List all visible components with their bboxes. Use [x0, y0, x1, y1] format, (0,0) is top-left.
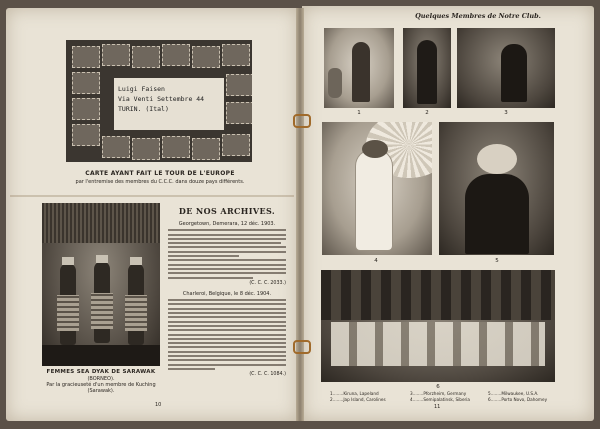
woman-skirt [125, 295, 147, 331]
woman-skirt [57, 295, 79, 331]
entry2-dateline: Charleroi, Belgique, le 8 déc. 1904. [182, 290, 272, 297]
legend-item: 4........Semipalatinsk, Siberia [410, 397, 470, 402]
legend-item: 3........Pforzheim, Germany [410, 391, 467, 396]
stamp [192, 138, 220, 160]
archives-heading: DE NOS ARCHIVES. [178, 206, 276, 216]
address-card [114, 78, 224, 130]
women-caption-line4: (Sarawak). [87, 388, 115, 394]
photo-number-4: 4 [374, 258, 378, 264]
women-caption-title: FEMMES SEA DYAK DE SARAWAK [46, 369, 156, 375]
women-caption-line2: (BORNEO). [87, 376, 115, 382]
member-photo-5 [439, 122, 554, 255]
stamp [192, 46, 220, 68]
envelope-photo [66, 40, 252, 162]
woman-skirt [91, 293, 113, 329]
page-number-right: 11 [434, 404, 441, 410]
photo-number-5: 5 [495, 258, 499, 264]
thatch-roof [42, 203, 160, 243]
right-page-title: Quelques Membres de Notre Club. [415, 12, 541, 20]
entry2-text [168, 299, 286, 370]
address-line: Luigi Faisen [118, 85, 165, 93]
member-photo-1 [324, 28, 394, 108]
member-photo-6 [321, 270, 555, 382]
legend-item: 6........Porto Novo, Dahomey [488, 397, 548, 402]
entry1-dateline: Georgetown, Demerara, 12 déc. 1903. [178, 221, 276, 227]
photo-number-3: 3 [504, 110, 508, 116]
photo-number-2: 2 [425, 110, 429, 116]
envelope-caption-subtitle: par l'entremise des membres du C.C.C. dans douze pays différents. [75, 179, 245, 185]
member-photo-2 [403, 28, 451, 108]
archives-column [168, 206, 286, 377]
stamp [222, 134, 250, 156]
book-gutter [296, 8, 304, 421]
headdress [130, 257, 142, 265]
stamp [132, 46, 160, 68]
page-fold [10, 195, 294, 197]
address-line: TURIN. (Ital) [118, 105, 169, 113]
member-photo-4 [322, 122, 432, 255]
legend-item: 1........Kiruna, Lapeland [330, 391, 379, 396]
headdress [62, 257, 74, 265]
stamp [72, 98, 100, 120]
address-line: Via Venti Settembre 44 [118, 95, 205, 103]
legend-col-3 [488, 391, 558, 403]
stamp [102, 136, 130, 158]
legend-col-2 [410, 391, 480, 403]
page-number-left: 10 [155, 402, 162, 408]
stamp [102, 44, 130, 66]
stamp [72, 46, 100, 68]
member-photo-3 [457, 28, 555, 108]
stamp [226, 102, 252, 124]
headdress [96, 255, 108, 263]
stamp [72, 72, 100, 94]
stamp [226, 74, 252, 96]
legend-col-1 [330, 391, 400, 403]
entry1-text [168, 229, 286, 278]
stamp [162, 136, 190, 158]
staple-top [293, 114, 311, 128]
photo-number-1: 1 [357, 110, 361, 116]
stamp [72, 124, 100, 146]
entry1-signature: (C. C. C. 2033.) [249, 280, 286, 286]
stamp [162, 44, 190, 66]
envelope-caption-title: CARTE AYANT FAIT LE TOUR DE L'EUROPE [85, 170, 235, 177]
stamp [222, 44, 250, 66]
entry2-signature: (C. C. C. 1084.) [249, 372, 286, 378]
stamp [132, 138, 160, 160]
ground [42, 345, 160, 366]
photo-number-6: 6 [436, 384, 440, 390]
legend-item: 2........Jap Island, Carolines [330, 397, 386, 402]
staple-bottom [293, 340, 311, 354]
sea-dyak-women-photo [42, 203, 160, 366]
legend-item: 5........Milwaukee, U.S.A. [488, 391, 539, 396]
women-caption-line3: Par la gracieuseté d'un membre de Kuching [46, 382, 156, 388]
